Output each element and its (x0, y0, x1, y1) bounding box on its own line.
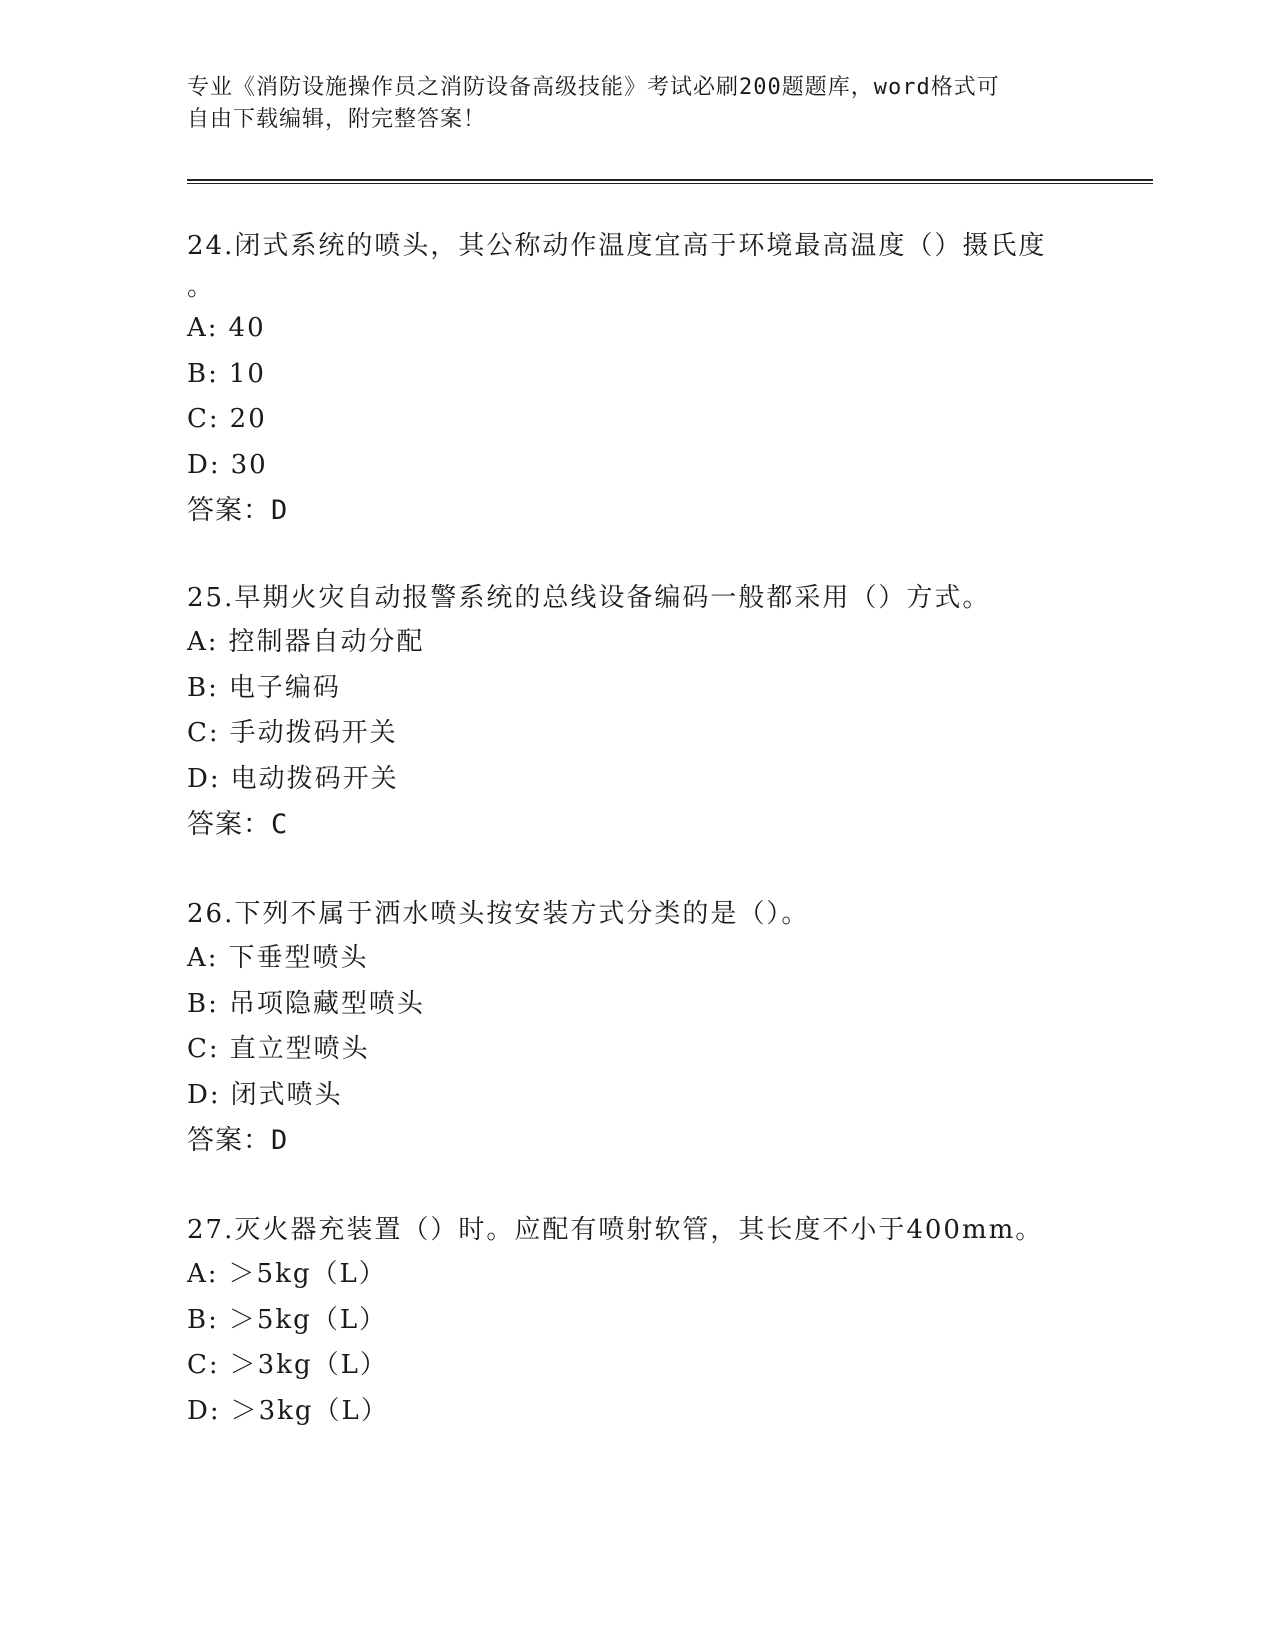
question-26 (187, 892, 1087, 1164)
option-key: C: (187, 718, 220, 748)
option-key: D: (187, 1395, 221, 1426)
option-key: B: (187, 988, 219, 1019)
option-value: 30 (230, 449, 268, 480)
option-value: ＞5kg（L） (228, 1259, 387, 1289)
option-key: A: (187, 1259, 219, 1289)
option-c (187, 711, 1087, 757)
option-key: B: (187, 1304, 219, 1335)
option-d (187, 757, 1087, 803)
option-b (187, 1298, 1087, 1344)
option-key: D: (187, 763, 221, 794)
option-key: C: (187, 1034, 220, 1064)
option-value: 电动拨码开关 (230, 763, 399, 794)
option-c (187, 1027, 1087, 1073)
option-value: ＞5kg（L） (228, 1304, 388, 1335)
question-text: 27.灭火器充装置（）时。应配有喷射软管，其长度不小于400mm。 (187, 1215, 1044, 1245)
option-value: 闭式喷头 (230, 1079, 343, 1110)
option-a (187, 306, 1087, 352)
option-key: D: (187, 449, 221, 480)
option-a (187, 620, 1087, 666)
option-a (187, 1252, 1087, 1298)
question-text: 24.闭式系统的喷头，其公称动作温度宜高于环境最高温度（）摄氏度 (187, 231, 1047, 261)
option-b (187, 352, 1087, 398)
answer-line: 答案：D (187, 1125, 289, 1156)
option-key: A: (187, 943, 219, 973)
option-d (187, 1389, 1087, 1435)
option-a (187, 936, 1087, 982)
document-header (187, 72, 1067, 136)
option-d (187, 1073, 1087, 1119)
question-text: 26.下列不属于洒水喷头按安装方式分类的是（）。 (187, 899, 810, 929)
answer-line: 答案：C (187, 809, 289, 840)
option-key: B: (187, 358, 219, 389)
option-value: 手动拨码开关 (229, 718, 398, 748)
option-value: ＞3kg（L） (230, 1395, 389, 1426)
option-value: 电子编码 (228, 672, 341, 703)
option-key: A: (187, 627, 219, 657)
option-key: B: (187, 672, 219, 703)
question-24 (187, 224, 1087, 534)
option-value: 40 (228, 313, 266, 343)
option-b (187, 982, 1087, 1028)
option-key: A: (187, 313, 219, 343)
question-27 (187, 1208, 1087, 1434)
option-value: 控制器自动分配 (228, 627, 425, 657)
header-line-2: 自由下载编辑，附完整答案！ (187, 107, 487, 132)
option-value: 直立型喷头 (229, 1034, 370, 1064)
question-text-continued: 。 (187, 272, 216, 302)
header-line-1: 专业《消防设施操作员之消防设备高级技能》考试必刷200题题库，word格式可 (187, 75, 1000, 100)
option-key: C: (187, 404, 220, 434)
option-d (187, 443, 1087, 489)
option-value: ＞3kg（L） (229, 1350, 388, 1380)
option-c (187, 397, 1087, 443)
option-c (187, 1343, 1087, 1389)
question-text: 25.早期火灾自动报警系统的总线设备编码一般都采用（）方式。 (187, 583, 991, 613)
header-divider (187, 179, 1153, 184)
option-b (187, 666, 1087, 712)
option-key: C: (187, 1350, 220, 1380)
question-25 (187, 576, 1087, 848)
option-value: 20 (229, 404, 267, 434)
answer-line: 答案：D (187, 495, 289, 526)
option-value: 下垂型喷头 (228, 943, 369, 973)
option-value: 吊项隐藏型喷头 (228, 988, 425, 1019)
option-key: D: (187, 1079, 221, 1110)
option-value: 10 (228, 358, 266, 389)
